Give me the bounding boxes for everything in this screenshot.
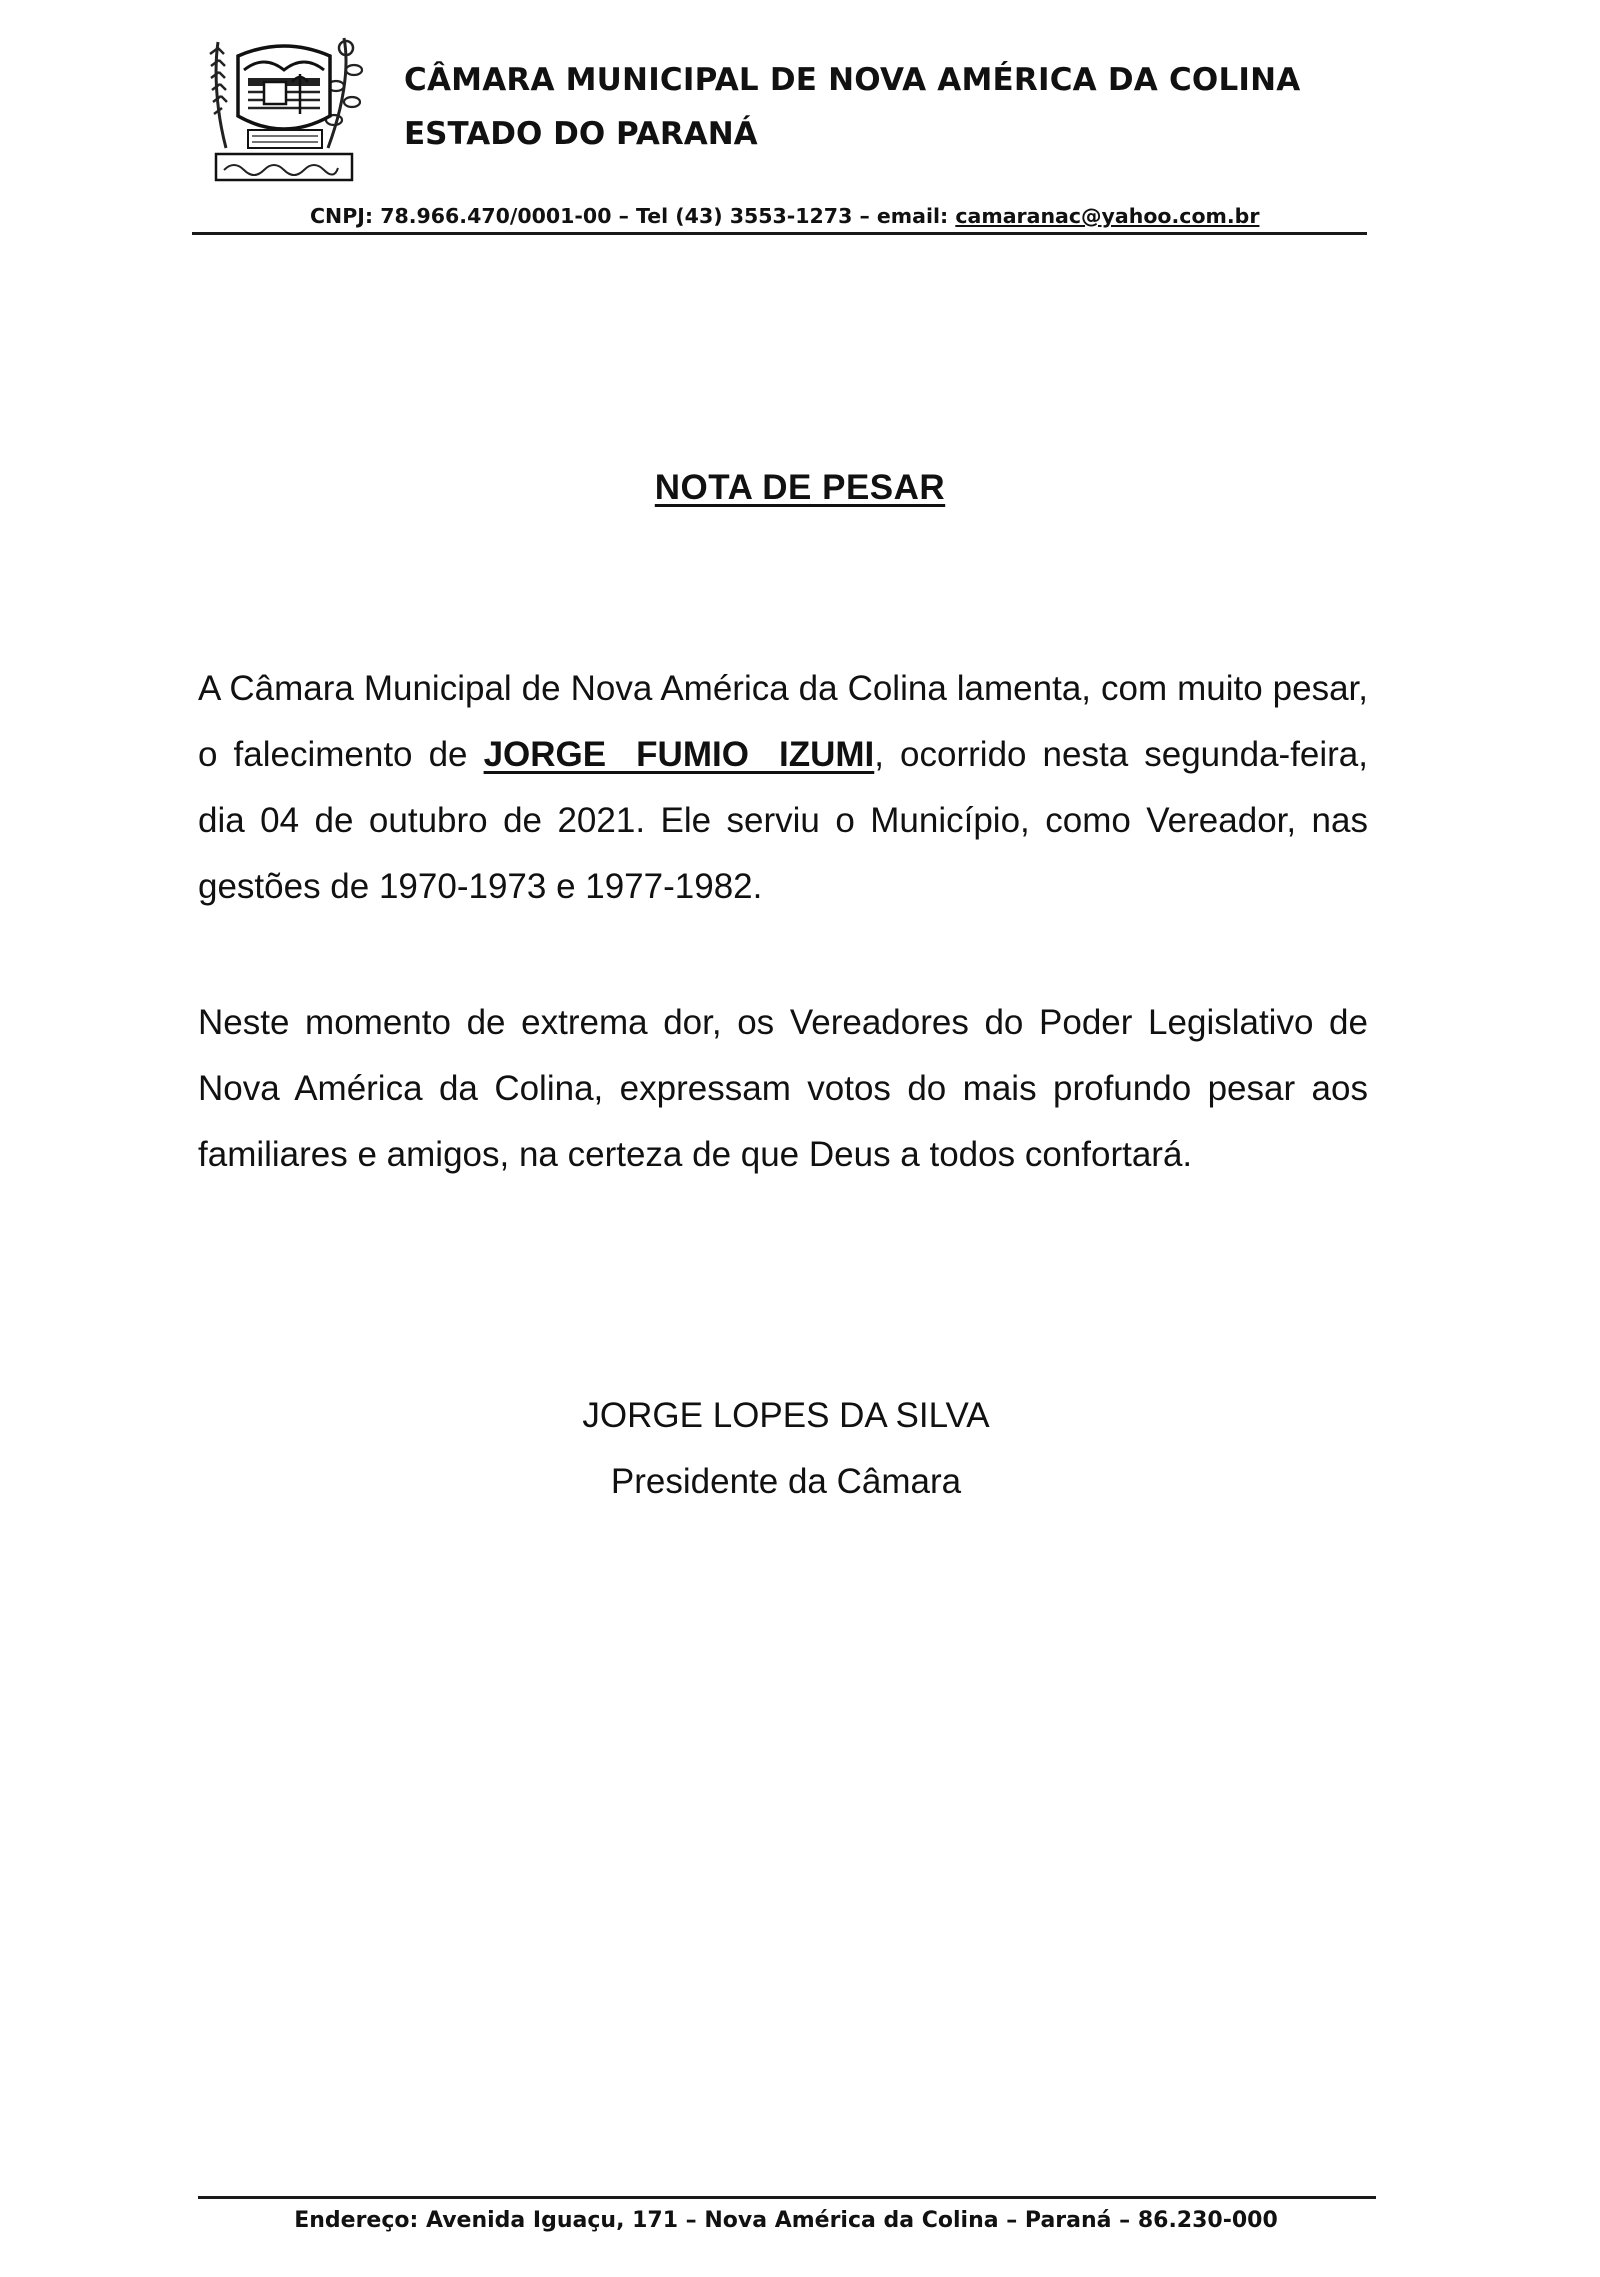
email-link[interactable]: camaranac@yahoo.com.br	[955, 204, 1260, 228]
paragraph-1-end: , ocorrido nesta segunda-feira, dia 04 de outubro de 2021. Ele serviu o Município, como Vereador, nas gestões de 1970-1973 e 1977-1982.	[198, 735, 1369, 906]
municipal-coat-of-arms-icon	[204, 30, 364, 188]
contact-line	[310, 204, 1259, 228]
deceased-name: JORGE FUMIO IZUMI	[483, 735, 875, 774]
signatory-name: JORGE LOPES DA SILVA	[582, 1396, 990, 1435]
paragraph-condolence	[198, 656, 1368, 920]
contact-details: CNPJ: 78.966.470/0001-00 – Tel (43) 3553-1273 – email:	[310, 204, 956, 228]
document-title: NOTA DE PESAR	[654, 468, 946, 507]
paragraph-1-start: A Câmara Municipal de Nova América da Colina lamenta, com muito pesar, o falecimento de	[198, 669, 1368, 774]
header-divider	[192, 232, 1367, 235]
footer-divider	[198, 2196, 1376, 2199]
organization-state: ESTADO DO PARANÁ	[404, 116, 758, 152]
signatory-role: Presidente da Câmara	[610, 1462, 962, 1501]
footer-address: Endereço: Avenida Iguaçu, 171 – Nova América da Colina – Paraná – 86.230-000	[294, 2208, 1278, 2233]
organization-name: CÂMARA MUNICIPAL DE NOVA AMÉRICA DA COLINA	[404, 62, 1301, 98]
paragraph-sympathy: Neste momento de extrema dor, os Vereadores do Poder Legislativo de Nova América da Colina, expressam votos do mais profundo pesar aos familiares e amigos, na certeza de que Deus a todos confortará.	[198, 1003, 1368, 1174]
